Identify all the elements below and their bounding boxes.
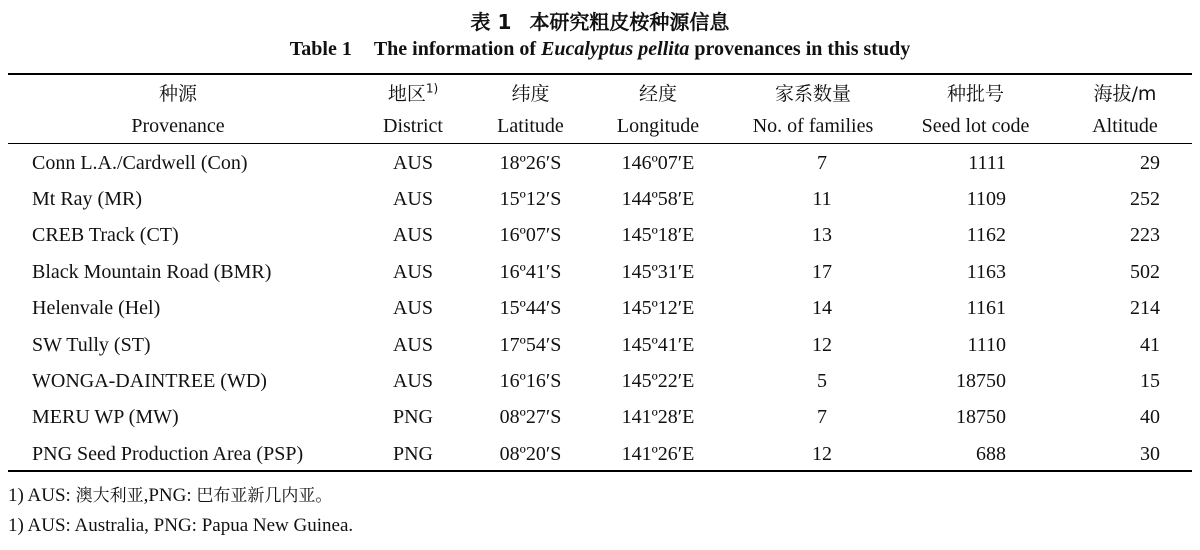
cell-latitude: 15º12′S <box>499 188 562 211</box>
cell-district: AUS <box>392 224 433 247</box>
table-row <box>8 218 1192 254</box>
cell-provenance: Helenvale (Hel) <box>32 297 161 320</box>
table-title-chinese-text: 本研究粗皮桉种源信息 <box>529 10 730 34</box>
cell-latitude: 17º54′S <box>499 333 562 356</box>
table-row <box>8 436 1192 472</box>
species-name: Eucalyptus pellita <box>541 38 690 60</box>
cell-altitude: 252 <box>1130 188 1160 211</box>
column-header-cn: 经度 <box>638 82 677 105</box>
cell-district: AUS <box>392 260 433 283</box>
cell-district: PNG <box>392 442 433 465</box>
footnote-png-cn: 巴布亚新几内亚。 <box>196 486 333 506</box>
cell-seed-lot: 1161 <box>966 297 1006 320</box>
cell-seed-lot: 1111 <box>968 151 1006 174</box>
footnote-chinese <box>8 481 332 507</box>
cell-latitude: 08º20′S <box>499 442 562 465</box>
table-title-english <box>0 38 1200 61</box>
cell-seed-lot: 1163 <box>966 260 1006 283</box>
table-row <box>8 143 1192 181</box>
table-row <box>8 400 1192 436</box>
cell-district: AUS <box>392 151 433 174</box>
cell-latitude: 18º26′S <box>499 151 562 174</box>
cell-provenance: Conn L.A./Cardwell (Con) <box>32 151 248 174</box>
table-title-english-suffix: provenances in this study <box>689 38 911 60</box>
cell-seed-lot: 18750 <box>956 406 1006 429</box>
cell-district: AUS <box>392 297 433 320</box>
cell-provenance: MERU WP (MW) <box>32 406 179 429</box>
cell-longitude: 146º07′E <box>621 151 695 174</box>
cell-families: 7 <box>817 151 827 174</box>
table-row <box>8 363 1192 399</box>
column-header-cn: 海拔/m <box>1093 82 1157 105</box>
column-header-en: Provenance <box>131 114 225 137</box>
cell-district: AUS <box>392 370 433 393</box>
cell-seed-lot: 688 <box>976 442 1006 465</box>
cell-provenance: Black Mountain Road (BMR) <box>32 260 272 283</box>
cell-latitude: 16º07′S <box>499 224 562 247</box>
cell-longitude: 145º12′E <box>621 297 695 320</box>
cell-provenance: WONGA-DAINTREE (WD) <box>32 370 267 393</box>
column-header-cn: 种批号 <box>946 82 1004 105</box>
table-row <box>8 254 1192 290</box>
cell-provenance: CREB Track (CT) <box>32 224 179 247</box>
table-title-chinese <box>0 6 1200 35</box>
column-header-cn: 种源 <box>158 82 197 105</box>
cell-altitude: 29 <box>1140 151 1160 174</box>
cell-altitude: 214 <box>1130 297 1160 320</box>
column-header-cn: 纬度 <box>511 82 550 105</box>
cell-longitude: 145º31′E <box>621 260 695 283</box>
footnote-marker: 1) <box>425 81 439 96</box>
cell-families: 12 <box>812 333 832 356</box>
cell-provenance: PNG Seed Production Area (PSP) <box>32 442 304 465</box>
table-number-chinese: 表 1 <box>470 10 512 34</box>
cell-latitude: 16º16′S <box>499 370 562 393</box>
cell-altitude: 40 <box>1140 406 1160 429</box>
footnote-prefix: 1) AUS: <box>8 485 76 506</box>
cell-families: 5 <box>817 370 827 393</box>
cell-families: 13 <box>812 224 832 247</box>
cell-altitude: 30 <box>1140 442 1160 465</box>
column-header-en: District <box>383 114 443 137</box>
column-header-cn <box>348 75 478 109</box>
cell-provenance: SW Tully (ST) <box>32 333 151 356</box>
provenance-table <box>8 75 1192 473</box>
cell-families: 12 <box>812 442 832 465</box>
cell-latitude: 16º41′S <box>499 260 562 283</box>
cell-longitude: 145º18′E <box>621 224 695 247</box>
cell-altitude: 223 <box>1130 224 1160 247</box>
cell-families: 17 <box>812 260 832 283</box>
column-header-en: Seed lot code <box>921 114 1030 137</box>
table-row <box>8 181 1192 217</box>
cell-district: PNG <box>392 406 433 429</box>
column-header-en: No. of families <box>752 114 874 137</box>
table-row <box>8 327 1192 363</box>
cell-seed-lot: 1109 <box>966 188 1006 211</box>
cell-seed-lot: 1162 <box>966 224 1006 247</box>
cell-seed-lot: 18750 <box>956 370 1006 393</box>
cell-latitude: 08º27′S <box>499 406 562 429</box>
footnote-aus-cn: 澳大利亚 <box>75 486 144 506</box>
table-row <box>8 291 1192 327</box>
cell-longitude: 141º28′E <box>621 406 695 429</box>
column-header-cn: 家系数量 <box>774 82 851 105</box>
footnote-english: 1) AUS: Australia, PNG: Papua New Guinea. <box>8 515 354 536</box>
footnote-separator: ,PNG: <box>143 485 197 506</box>
cell-latitude: 15º44′S <box>499 297 562 320</box>
cell-altitude: 15 <box>1140 370 1160 393</box>
column-header-cn-text: 地区 <box>387 82 426 105</box>
column-header-en: Latitude <box>497 114 564 137</box>
table-number-english: Table 1 <box>289 38 352 60</box>
column-header-en: Altitude <box>1092 114 1158 137</box>
cell-longitude: 144º58′E <box>621 188 695 211</box>
cell-district: AUS <box>392 188 433 211</box>
cell-families: 14 <box>812 297 832 320</box>
cell-altitude: 41 <box>1140 333 1160 356</box>
table-title-english-prefix: The information of <box>373 38 542 60</box>
cell-families: 7 <box>817 406 827 429</box>
cell-district: AUS <box>392 333 433 356</box>
cell-longitude: 141º26′E <box>621 442 695 465</box>
header-row-english <box>8 109 1192 143</box>
cell-altitude: 502 <box>1130 260 1160 283</box>
cell-seed-lot: 1110 <box>967 333 1006 356</box>
cell-families: 11 <box>812 188 832 211</box>
header-row-chinese <box>8 75 1192 109</box>
column-header-en: Longitude <box>616 114 700 137</box>
cell-longitude: 145º22′E <box>621 370 695 393</box>
cell-longitude: 145º41′E <box>621 333 695 356</box>
cell-provenance: Mt Ray (MR) <box>32 188 142 211</box>
